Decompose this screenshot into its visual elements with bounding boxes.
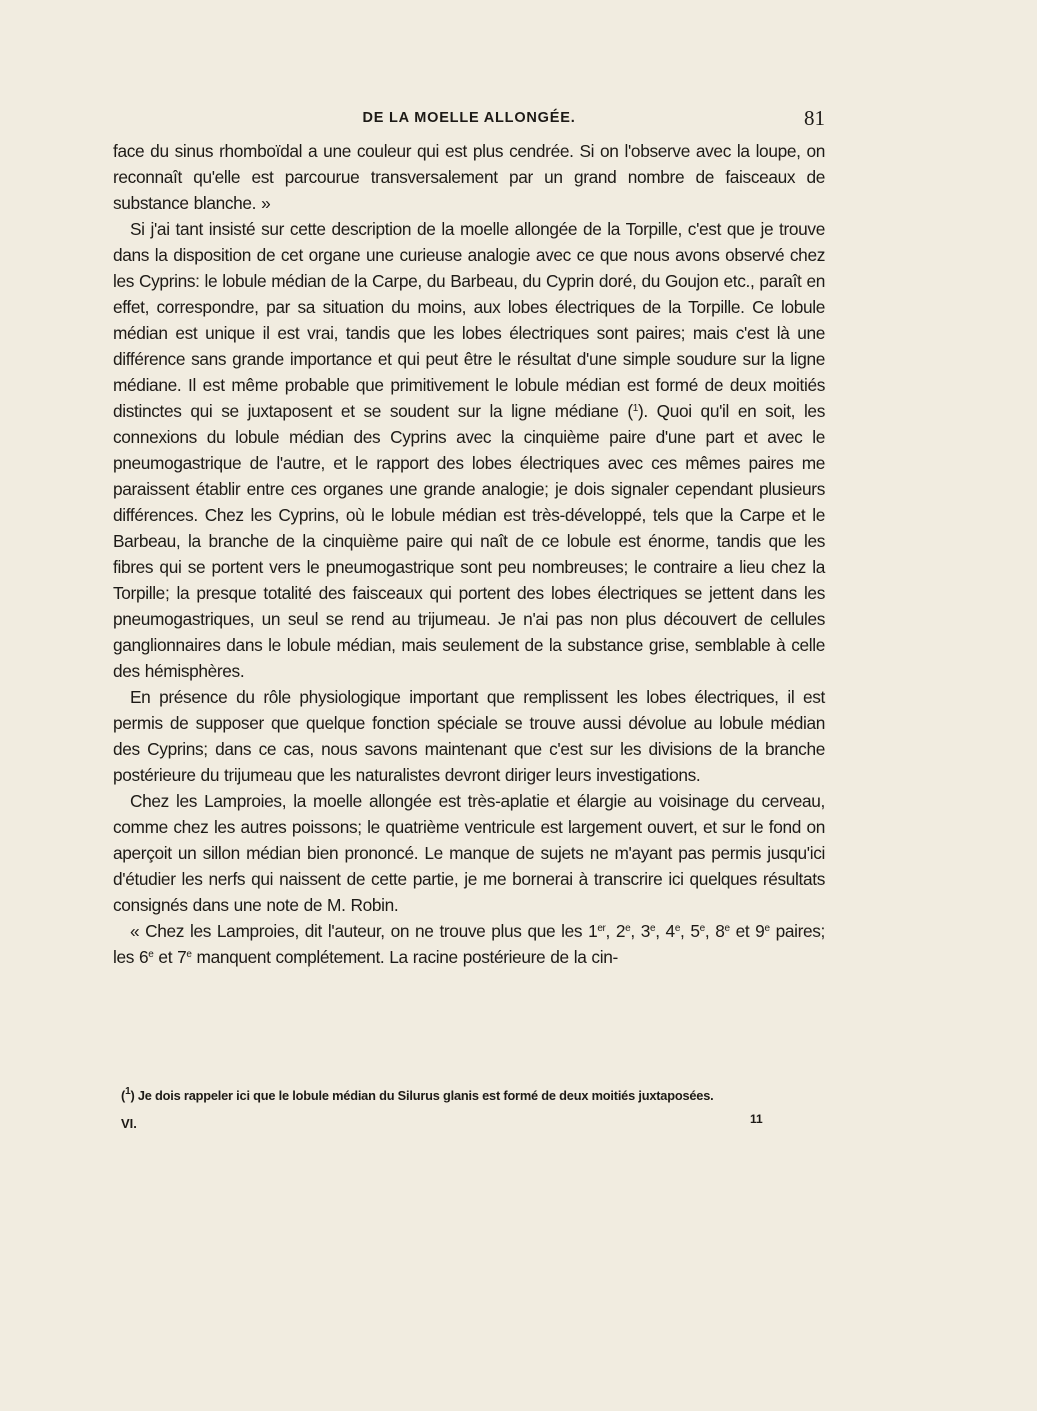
superscript: e — [625, 923, 631, 934]
page-header — [113, 108, 825, 132]
paragraph — [113, 788, 825, 918]
paragraph — [113, 684, 825, 788]
text-run: Si j'ai tant insisté sur cette description de la moelle allongée de la Torpille, c'est que je trouve dans la disposition de cet organe une curieuse analogie avec ce que nous avons observé chez les Cyprins: le lobule médian de la Carpe, du Barbeau, du Cyprin doré, du Goujon etc., paraît en effet, correspondre, par sa situation du moins, aux lobes électriques de la Torpille. Ce lobule médian est unique il est vrai, tandis que les lobes électriques sont paires; mais c'est là une différence sans grande importance et qui peut être le résultat d'une simple soudure sur la ligne médiane. Il est même probable que primitivement le lobule médian est formé de deux moitiés distinctes qui se juxtaposent et se soudent sur la ligne médiane ( — [113, 219, 825, 421]
page-number: 81 — [804, 106, 825, 130]
superscript: er — [597, 923, 606, 934]
text-run: manquent complétement. La racine postérieure de la cin- — [191, 947, 618, 967]
running-head: DE LA MOELLE ALLONGÉE. — [362, 110, 576, 126]
text-run: et 7 — [153, 947, 187, 967]
superscript: e — [148, 949, 154, 960]
paragraph — [113, 216, 825, 684]
text-run: , 3 — [630, 921, 650, 941]
superscript: e — [699, 923, 705, 934]
signature-mark: VI. — [121, 1116, 137, 1131]
paragraph — [113, 918, 825, 970]
footnote: ($^1$) Je dois rappeler ici que le lobule médian du Silurus glanis est formé de deux moitiés juxtaposées. — [121, 1086, 714, 1103]
body-text — [113, 138, 825, 970]
text-run: , 2 — [605, 921, 626, 941]
text-run: ). Quoi qu'il en soit, les connexions du lobule médian des Cyprins avec la cinquième paire d'une part et avec le pneumogastrique de l'autre, et le rapport des lobes électriques avec ces mêmes paires me paraissent établir entre ces organes une grande analogie; je dois signaler cependant plusieurs différences. Chez les Cyprins, où le lobule médian est très-développé, tels que la Carpe et le Barbeau, la branche de la cinquième paire qui naît de ce lobule est énorme, tandis que les fibres qui se portent vers le pneumogastrique sont peu nombreuses; le contraire a lieu chez la Torpille; la presque totalité des faisceaux qui portent des lobes électriques se jettent dans les pneumogastriques, un seul se rend au trijumeau. Je n'ai pas non plus découvert de cellules ganglionnaires dans le lobule médian, mais seulement de la substance grise, semblable à celle des hémisphères. — [113, 401, 825, 681]
text-run: , 5 — [680, 921, 700, 941]
superscript: e — [649, 923, 656, 934]
footnote-marker: 1 — [125, 1086, 131, 1097]
superscript: e — [674, 923, 681, 934]
text-run: paires; les 6 — [113, 921, 825, 967]
text-run: « Chez les Lamproies, dit l'auteur, on ne trouve plus que les 1 — [130, 921, 598, 941]
text-run: , 4 — [655, 921, 675, 941]
text-run: face du sinus rhomboïdal a une couleur qui est plus cendrée. Si on l'observe avec la loupe, on reconnaît qu'elle est parcourue transversalement par un grand nombre de faisceaux de substance blanche. » — [113, 141, 825, 213]
text-run: Chez les Lamproies, la moelle allongée est très-aplatie et élargie au voisinage du cerveau, comme chez les autres poissons; le quatrième ventricule est largement ouvert, et sur le fond on aperçoit un sillon médian bien prononcé. Le manque de sujets ne m'ayant pas permis jusqu'ici d'étudier les nerfs qui naissent de cette partie, je me bornerai à transcrire ici quelques résultats consignés dans une note de M. Robin. — [113, 791, 825, 915]
paragraph — [113, 138, 825, 216]
leaf-number: 11 — [750, 1112, 763, 1126]
footnote-text: Je dois rappeler ici que le lobule médian du Silurus glanis est formé de deux moitiés juxtaposées. — [137, 1088, 714, 1103]
superscript: e — [724, 923, 730, 934]
text-run: En présence du rôle physiologique important que remplissent les lobes électriques, il est permis de supposer que quelque fonction spéciale se trouve aussi dévolue au lobule médian des Cyprins; dans ce cas, nous savons maintenant que c'est sur les divisions de la branche postérieure du trijumeau que les naturalistes devront diriger leurs investigations. — [113, 687, 825, 785]
superscript: e — [186, 949, 192, 960]
text-run: , 8 — [704, 921, 725, 941]
text-run: et 9 — [729, 921, 765, 941]
superscript: e — [764, 923, 770, 934]
superscript: 1 — [632, 403, 638, 414]
